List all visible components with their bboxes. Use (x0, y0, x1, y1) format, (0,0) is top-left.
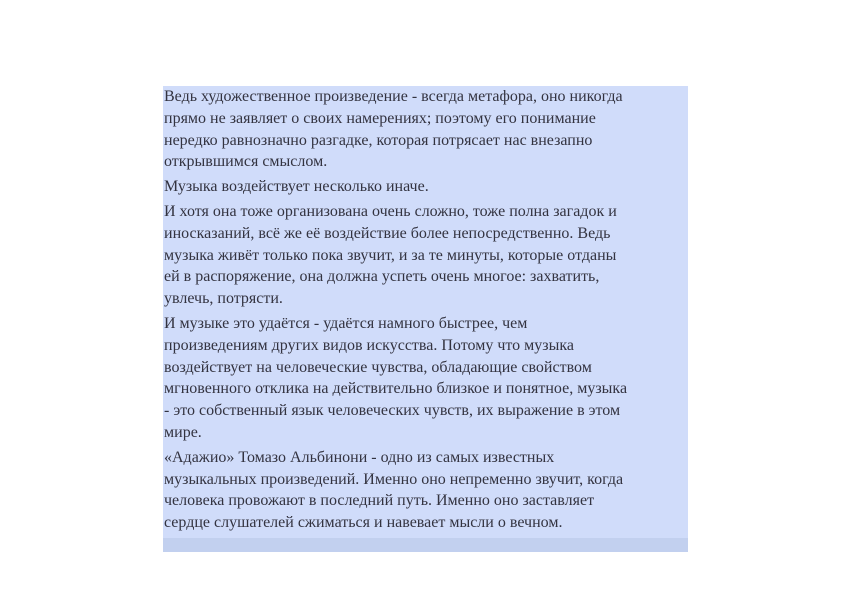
paragraph-5: «Адажио» Томазо Альбинони - одно из самых известных музыкальных произведений. Именно оно непременно звучит, когда человека провожают в последний путь. Именно оно заставляет сердце слушателей сжиматься и навевает мысли о вечном. (164, 448, 624, 532)
paragraph-4: И музыке это удаётся - удаётся намного быстрее, чем произведениям других видов искусства. Потому что музыка воздействует на человеческие чувства, обладающие свойством мгновенного отклика на действительно близкое и понятное, музыка - это собственный язык человеческих чувств, их выражение в этом мире. (164, 314, 628, 441)
text-box-footer (163, 538, 688, 552)
paragraph-3: И хотя она тоже организована очень сложно, тоже полна загадок и иносказаний, всё же её воздействие более непосредственно. Ведь музыка живёт только пока звучит, и за те минуты, которые отданы ей в распоряжение, она должна успеть очень многое: захватить, увлечь, потрясти. (164, 202, 617, 308)
text-box (163, 86, 688, 552)
paragraph-2: Музыка воздействует несколько иначе. (164, 178, 429, 196)
paragraph-1: Ведь художественное произведение - всегда метафора, оно никогда прямо не заявляет о своих намерениях; поэтому его понимание нередко равнозначно разгадке, которая потрясает нас внезапно открывшимся смыслом. (164, 88, 623, 171)
